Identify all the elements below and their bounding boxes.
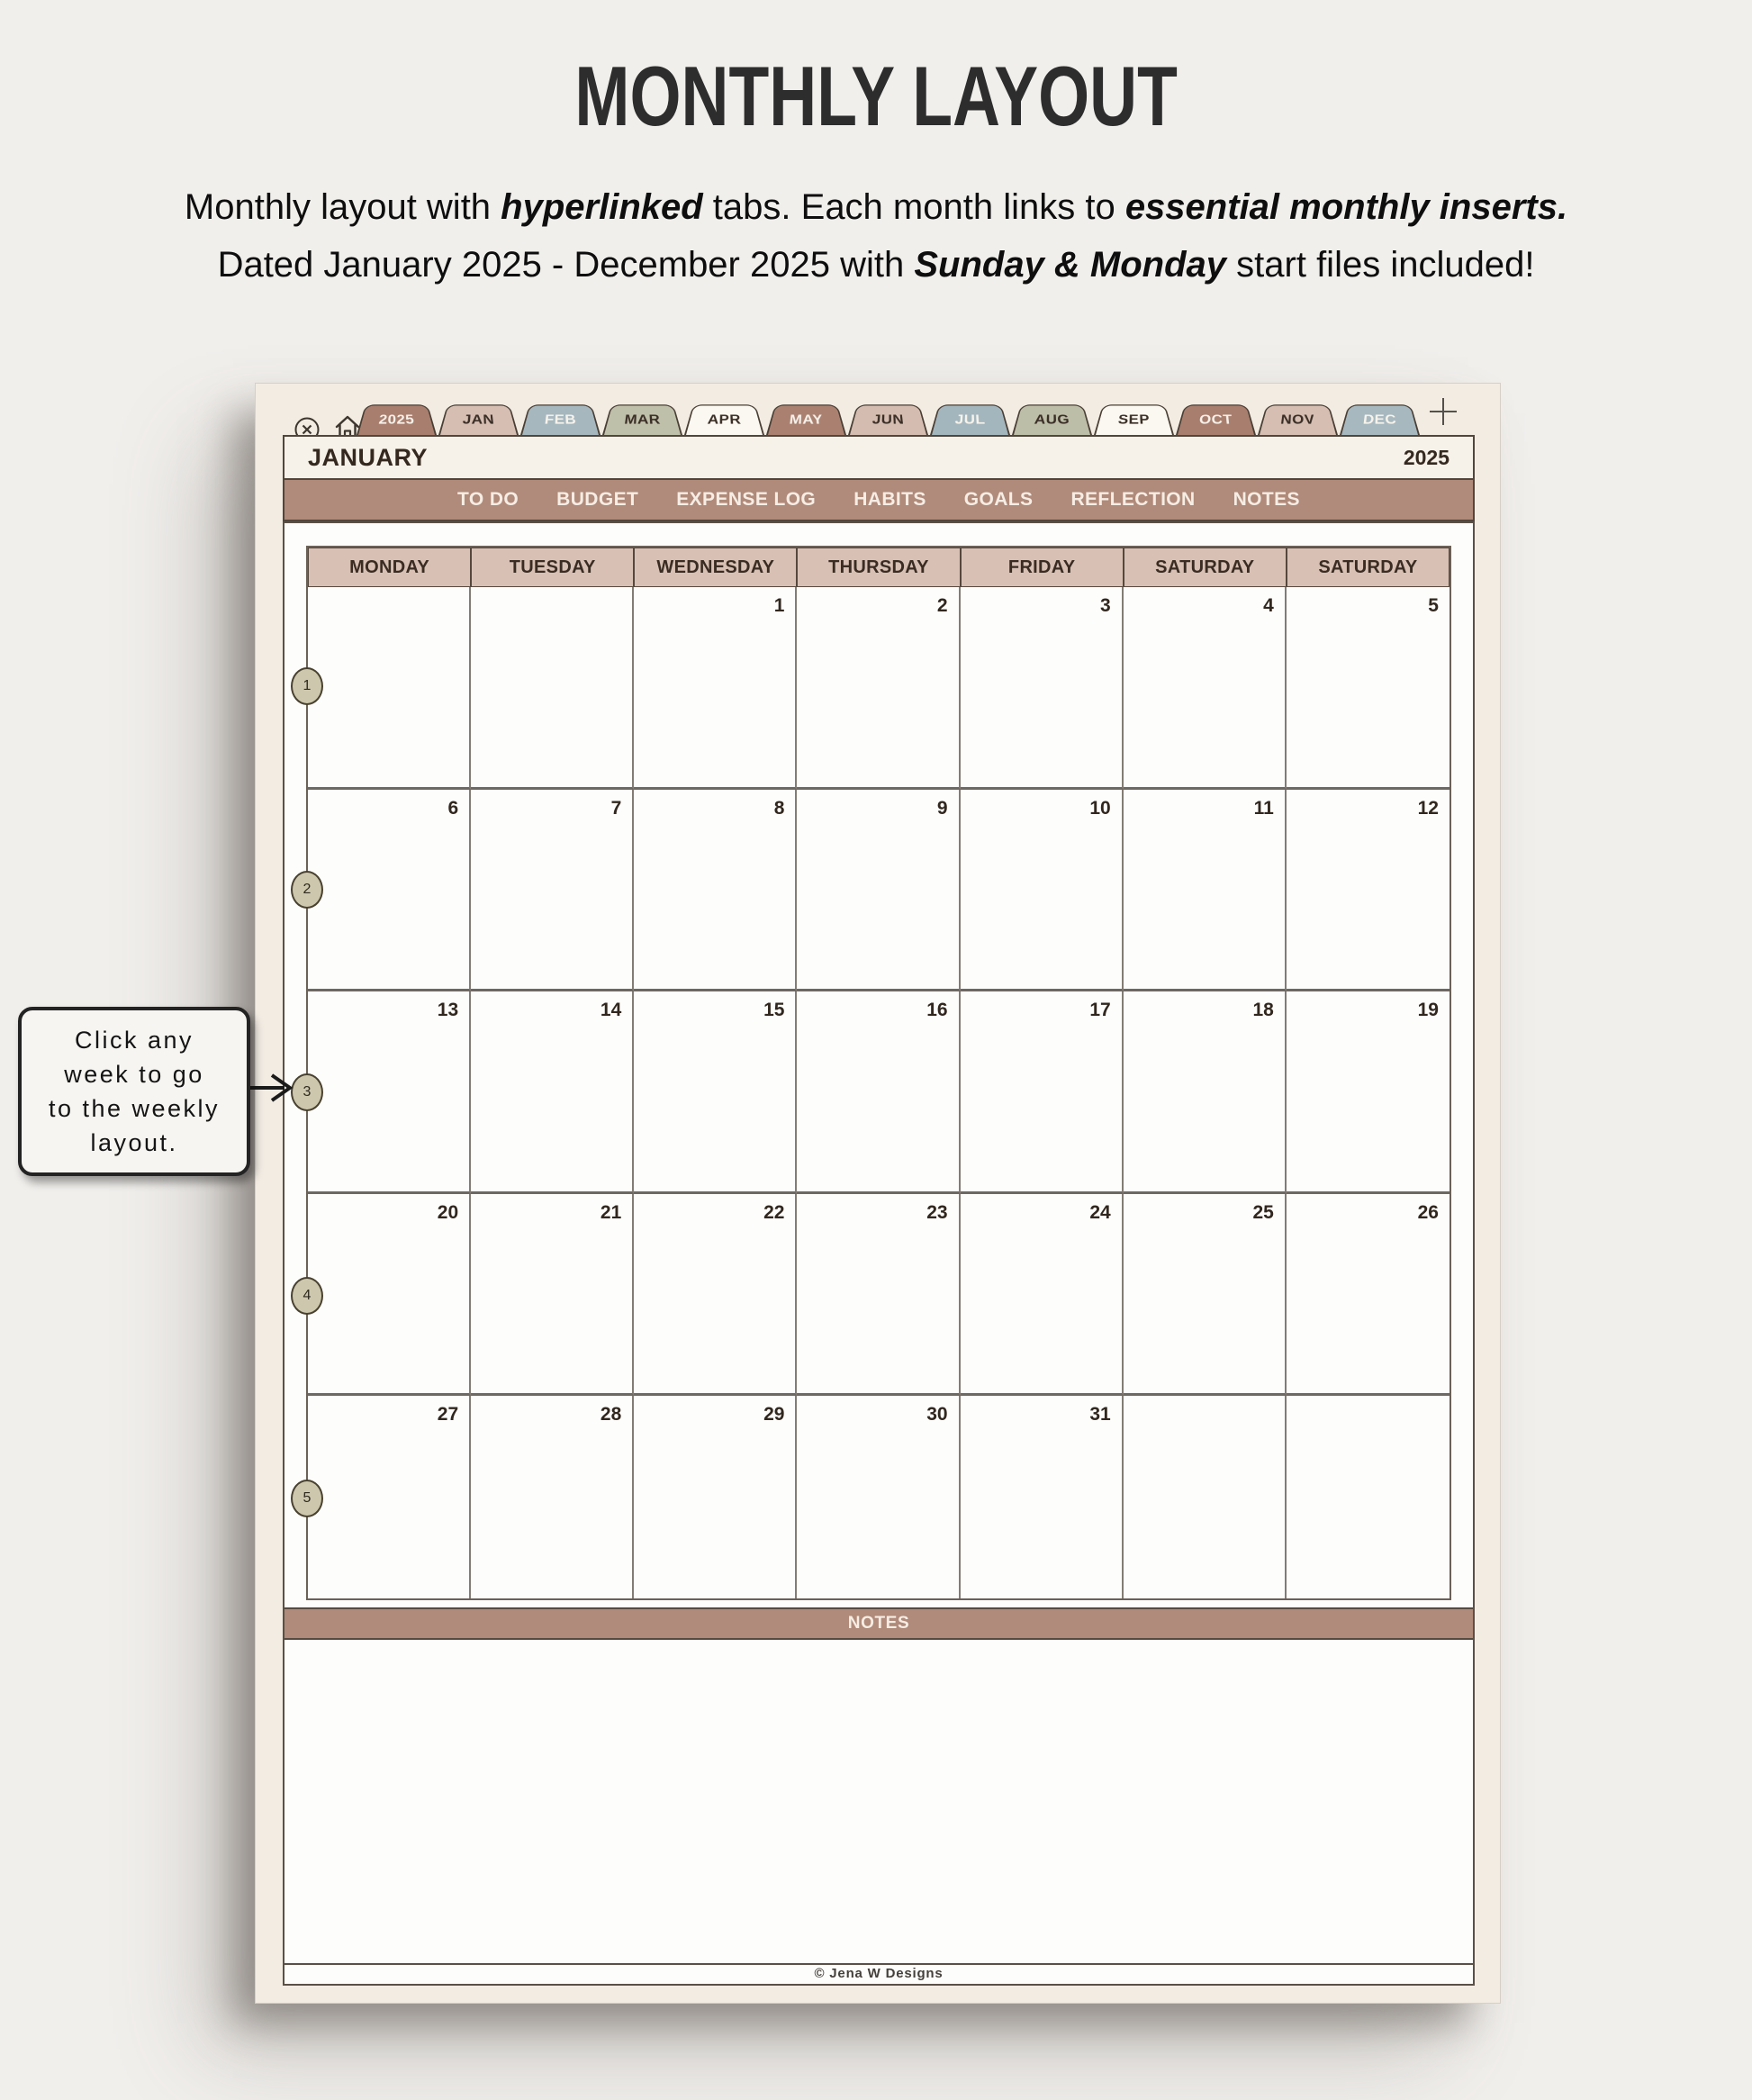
day-cell[interactable] [1124,587,1287,790]
day-cell[interactable] [1124,991,1287,1194]
tab-apr[interactable]: APR [684,404,764,435]
day-cell[interactable] [471,587,634,790]
day-header-monday: MONDAY [308,548,471,587]
day-number: 14 [600,1000,622,1021]
day-number: 12 [1417,797,1439,819]
day-number: 28 [600,1404,622,1426]
day-header-thursday: THURSDAY [797,548,960,587]
day-cell[interactable] [797,1194,960,1397]
week-link-5[interactable]: 5 [291,1480,323,1517]
nav-link-reflection[interactable]: REFLECTION [1070,489,1196,510]
inserts-navbar [283,478,1475,521]
day-number: 30 [926,1404,948,1426]
nav-link-todo[interactable]: TO DO [457,489,519,510]
day-number: 24 [1089,1201,1111,1223]
day-cell[interactable] [471,790,634,992]
day-cell[interactable] [961,790,1124,992]
day-number: 9 [936,797,948,819]
day-cell[interactable] [308,1396,471,1598]
day-number: 8 [773,797,785,819]
day-cell[interactable] [797,991,960,1194]
day-cell[interactable] [308,790,471,992]
day-cell[interactable] [634,1194,797,1397]
day-cell[interactable] [1287,790,1449,992]
week-link-1[interactable]: 1 [291,667,323,705]
callout-line: layout. [90,1129,178,1156]
day-cell[interactable] [1124,1396,1287,1598]
day-cell[interactable] [471,1194,634,1397]
month-title: JANUARY [308,443,429,471]
notes-label: NOTES [847,1614,910,1633]
day-header-saturday-1: SATURDAY [1124,548,1287,587]
callout-line: to the weekly [48,1095,221,1122]
day-number: 20 [437,1201,459,1223]
calendar-panel [283,521,1475,1986]
day-cell[interactable] [308,1194,471,1397]
day-cell[interactable] [1287,991,1449,1194]
tab-may[interactable]: MAY [766,404,846,435]
notes-header [284,1607,1473,1640]
day-number: 13 [437,1000,459,1021]
subtitle-line-2: Dated January 2025 - December 2025 with Sunday & Monday start files included! [217,245,1535,285]
day-header-friday: FRIDAY [961,548,1124,587]
day-cell[interactable] [1124,1194,1287,1397]
tab-jun[interactable]: JUN [848,404,928,435]
day-cell[interactable] [471,1396,634,1598]
day-number: 22 [763,1201,785,1223]
day-cell[interactable] [797,790,960,992]
day-number: 17 [1089,1000,1111,1021]
page-title: MONTHLY LAYOUT [574,49,1178,143]
nav-link-expense-log[interactable]: EXPENSE LOG [676,489,817,510]
subtitle-line-1: Monthly layout with hyperlinked tabs. Each month links to essential monthly inserts. [184,187,1568,227]
day-number: 16 [926,1000,948,1021]
tab-aug[interactable]: AUG [1012,404,1092,435]
day-number: 18 [1252,1000,1274,1021]
day-cell[interactable] [634,790,797,992]
day-cell[interactable] [308,991,471,1194]
nav-link-goals[interactable]: GOALS [963,489,1034,510]
day-number: 7 [610,797,622,819]
day-number: 3 [1100,595,1111,616]
nav-link-habits[interactable]: HABITS [853,489,926,510]
week-link-4[interactable]: 4 [291,1277,323,1315]
day-number: 26 [1417,1201,1439,1223]
day-number: 19 [1417,1000,1439,1021]
week-link-2[interactable]: 2 [291,871,323,909]
day-cell[interactable] [1287,1194,1449,1397]
callout-line: week to go [64,1061,204,1088]
day-cell[interactable] [634,587,797,790]
tab-sep[interactable]: SEP [1094,404,1174,435]
day-cell[interactable] [1287,1396,1449,1598]
nav-link-budget[interactable]: BUDGET [556,489,639,510]
week-link-3[interactable]: 3 [291,1073,323,1111]
add-page-icon[interactable] [1426,394,1460,429]
day-number: 6 [447,797,459,819]
day-cell[interactable] [961,1396,1124,1598]
day-number: 5 [1428,595,1439,616]
day-header-tuesday: TUESDAY [471,548,634,587]
tab-dec[interactable]: DEC [1340,404,1420,435]
day-number: 27 [437,1404,459,1426]
day-cell[interactable] [797,1396,960,1598]
tab-feb[interactable]: FEB [520,404,601,435]
day-cell[interactable] [1124,790,1287,992]
tab-mar[interactable]: MAR [602,404,682,435]
tab-jul[interactable]: JUL [930,404,1010,435]
day-number: 29 [763,1404,785,1426]
day-header-wednesday: WEDNESDAY [634,548,797,587]
tab-nov[interactable]: NOV [1258,404,1338,435]
day-number: 10 [1089,797,1111,819]
day-number: 31 [1089,1404,1111,1426]
callout-box [18,1007,250,1176]
tab-2025[interactable]: 2025 [357,404,437,435]
day-cell[interactable] [1287,587,1449,790]
day-cell[interactable] [634,1396,797,1598]
day-cell[interactable] [634,991,797,1194]
nav-link-notes[interactable]: NOTES [1233,489,1300,510]
month-tab-bar [357,394,1422,435]
day-number: 15 [763,1000,785,1021]
year-label: 2025 [1403,445,1449,469]
day-number: 4 [1263,595,1274,616]
day-cell[interactable] [797,587,960,790]
day-cell[interactable] [308,587,471,790]
calendar-grid [306,546,1451,1600]
day-cell[interactable] [961,1194,1124,1397]
callout-line: Click any [74,1027,194,1054]
notes-area[interactable] [284,1640,1473,1965]
day-number: 23 [926,1201,948,1223]
day-number: 21 [600,1201,622,1223]
day-number: 1 [773,595,785,616]
day-cell[interactable] [961,991,1124,1194]
tab-oct[interactable]: OCT [1176,404,1256,435]
day-number: 11 [1253,797,1274,819]
day-header-saturday-2: SATURDAY [1287,548,1449,587]
day-number: 25 [1252,1201,1274,1223]
tab-jan[interactable]: JAN [438,404,519,435]
day-cell[interactable] [961,587,1124,790]
month-header [283,435,1475,480]
planner-page [255,383,1501,2004]
day-number: 2 [936,595,948,616]
copyright-text: © Jena W Designs [814,1966,944,1981]
page-subtitle [0,178,1752,294]
day-cell[interactable] [471,991,634,1194]
